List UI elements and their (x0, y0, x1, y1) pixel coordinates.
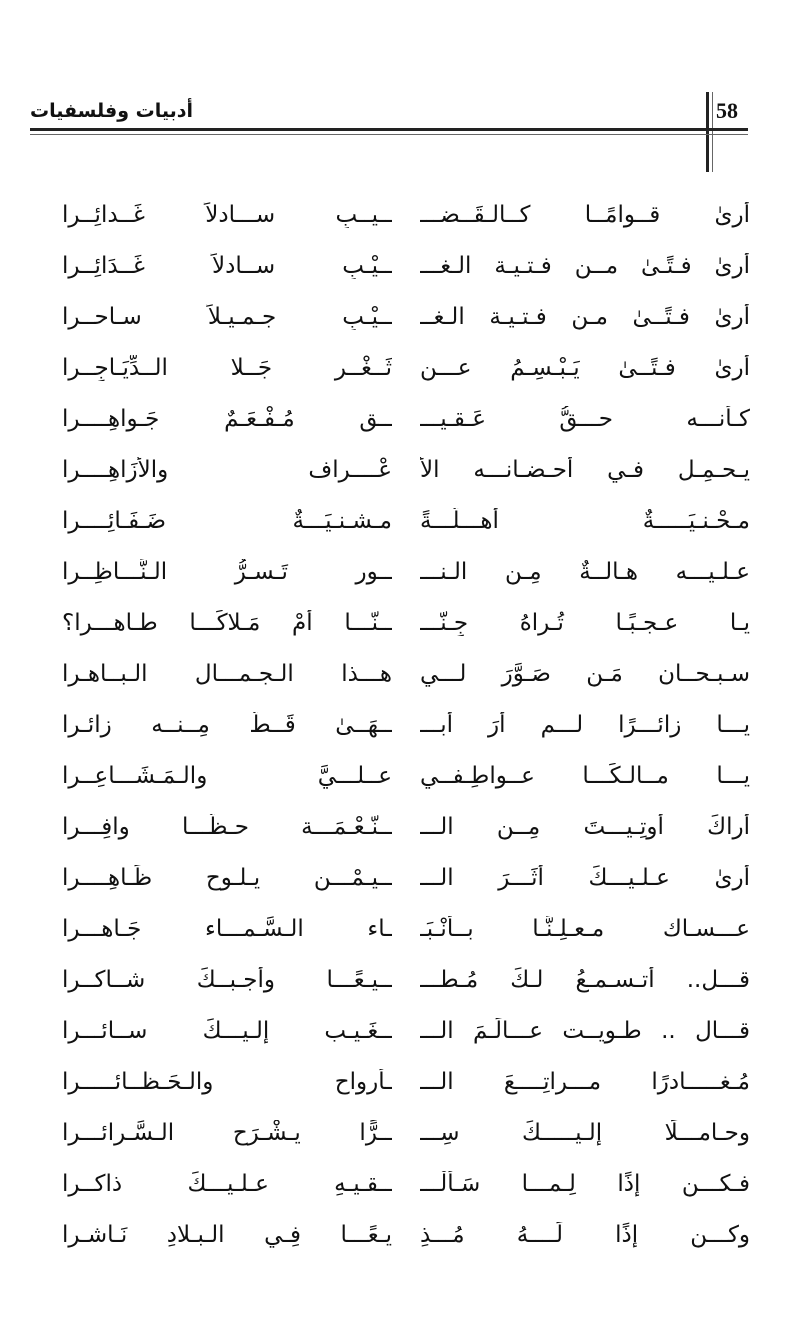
verse-second-hemistich: ثَــغْــر جَــلا الــدِّيَـاجِــرا (62, 355, 392, 381)
verse (40, 1012, 760, 1063)
verse-first-hemistich: أرىٰ عـلـيـــكَ أثَـــرَ الـــ (420, 865, 750, 891)
verse-first-hemistich: وحـامـــلًا إلـيـــــكَ سِـــ (420, 1120, 750, 1146)
verse-first-hemistich: أرىٰ فـتًـىٰ مــن فـتـيـة الـغـــ (420, 253, 750, 279)
verse-second-hemistich: ــور تَـسـرُّ الـنَّـــاظِــرا (62, 559, 392, 585)
verse-first-hemistich: أرىٰ فـتًــىٰ يَـبْـسِـمُ عـــن (420, 355, 750, 381)
verse (40, 706, 760, 757)
verse-second-hemistich: ـأرواح والـحَـظــائـــــرا (62, 1069, 392, 1095)
verse-second-hemistich: ــهَــىٰ قَــطُّ مِــنــه زائـرا (62, 712, 392, 738)
verse (40, 655, 760, 706)
verse (40, 604, 760, 655)
verse-second-hemistich: ــيــبِ ســـادلاً غَــدائِــرا (62, 202, 392, 228)
verse-second-hemistich: هـــذا الـجـمـــال الـبــاهـرا (62, 661, 392, 687)
verse (40, 196, 760, 247)
verse (40, 859, 760, 910)
verse-first-hemistich: قـــل.. أتـسـمـعُ لـكَ مُـطـــ (420, 967, 750, 993)
verse (40, 757, 760, 808)
poem (40, 196, 760, 1267)
page-header (30, 92, 760, 132)
page-number: 58 (716, 98, 738, 123)
header-rule-thin (30, 134, 748, 135)
verse (40, 1063, 760, 1114)
verse-second-hemistich: مـشـنـيَـــةٌ ضَـفَـائِــــرا (62, 508, 392, 534)
verse-first-hemistich: مـحْـنـيَـــــةٌ أهـــلَّـــةً (420, 508, 750, 534)
verse-first-hemistich: أرىٰ فـتًــىٰ مـن فـتـيـة الـغــ (420, 304, 750, 330)
verse-second-hemistich: ــغَـيـب إلـيـــكَ ســائـــرا (62, 1018, 392, 1044)
verse-second-hemistich: ــرًّا يـشْـرَح الـسَّـرائـــرا (62, 1120, 392, 1146)
verse-second-hemistich: يـعًـــا فِـي الـبـلادِ نَـاشـرا (62, 1222, 392, 1248)
verse (40, 400, 760, 451)
verse (40, 451, 760, 502)
verse-second-hemistich: ــيْـبِ ســادلاً غَــدَائِــرا (62, 253, 392, 279)
verse (40, 1216, 760, 1267)
verse (40, 1114, 760, 1165)
verse (40, 298, 760, 349)
verse (40, 808, 760, 859)
verse-second-hemistich: ــيـعًـــا وأجـبــكَ شــاكــرا (62, 967, 392, 993)
verse-second-hemistich: ــقٍ مُـفْـعَـمٌ جَـواهِــــرا (62, 406, 392, 432)
verse-first-hemistich: قـــال .. طـويــت عـــالَـمَ الـــ (420, 1018, 750, 1044)
verse (40, 502, 760, 553)
verse-second-hemistich: عــلـــيَّ والـمَـشَـــاعِــرا (62, 763, 392, 789)
header-divider-thin (712, 92, 713, 172)
running-title: أدبيات وفلسفيات (30, 100, 193, 122)
verse-first-hemistich: يـحـمِـل فـي أحـضـانـــه الأَ (420, 457, 750, 483)
verse-first-hemistich: وكـــن إذًا لَــــهُ مُـــذِ (420, 1222, 750, 1248)
verse-first-hemistich: يـا عـجـبًـا تُـراهُ جِـنّـــ (420, 610, 750, 636)
header-rule (30, 128, 748, 131)
verse-first-hemistich: كـأنـــه حـــقُّ عَـقـيـــ (420, 406, 750, 432)
verse-first-hemistich: فـكـــن إذًا لِـمـــا سَـألْـــ (420, 1171, 750, 1197)
verse-second-hemistich: ــقـيـهِ عـلـيـــكَ ذاكــرا (62, 1171, 392, 1197)
header-divider (706, 92, 709, 172)
verse-second-hemistich: ــنّـــا أَمْ مَـلاكًـــا طـاهـــرا؟ (62, 610, 392, 636)
verse-first-hemistich: أرىٰ قــوامًــا كــالـقَــضـــ (420, 202, 750, 228)
verse (40, 961, 760, 1012)
verse (40, 349, 760, 400)
verse-second-hemistich: ــيْـبِ جـمـيـلاً سـاحــرا (62, 304, 392, 330)
verse-first-hemistich: عـــسـاك مـعـلِـنًّـا بــأنْـبَـ (420, 916, 750, 942)
verse (40, 910, 760, 961)
verse-first-hemistich: أراكَ أوتِـيـــتَ مِــن الـــ (420, 814, 750, 840)
verse-second-hemistich: عْــــراف والأزَاهِــــرا (62, 457, 392, 483)
verse-first-hemistich: عـلـيـــه هـالــةٌ مِـن الـنـــ (420, 559, 750, 585)
verse (40, 553, 760, 604)
verse-first-hemistich: يـــا زائـــرًا لـــم أرَ أبـــ (420, 712, 750, 738)
verse-first-hemistich: يـــا مــالـكًـــا عــواطِـفــي (420, 763, 750, 789)
verse-second-hemistich: ــيـمْـــن يـلـوح ظَـاهِــــرا (62, 865, 392, 891)
verse-first-hemistich: مُـغـــــادرًا مـــراتِــــعَ الـــ (420, 1069, 750, 1095)
verse-second-hemistich: ــنّـعْـمَـــة حـظًّـــا وافِـــرا (62, 814, 392, 840)
verse-first-hemistich: سـبـحــان مَـن صَـوَّرَ لـــي (420, 661, 750, 687)
verse (40, 247, 760, 298)
verse-second-hemistich: ـاء الـسَّـمـــاء جَـاهـــرا (62, 916, 392, 942)
verse (40, 1165, 760, 1216)
